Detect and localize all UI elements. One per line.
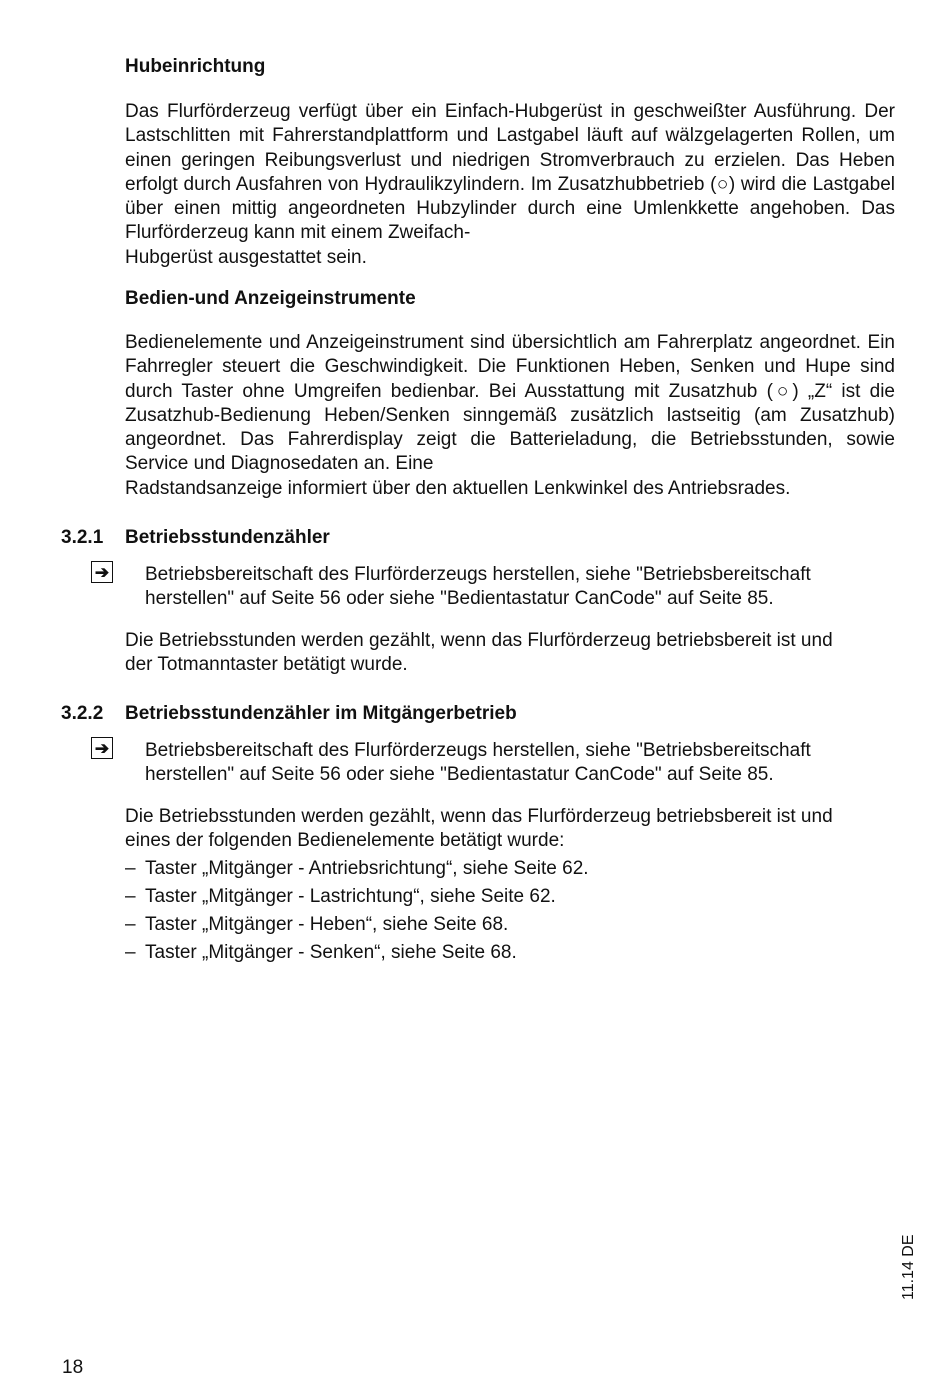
step-last-line: herstellen" auf Seite 56 oder siehe "Bedientastatur CanCode" auf Seite 85. — [145, 764, 774, 786]
paragraph-text: Das Flurförderzeug verfügt über ein Einfach-Hubgerüst in geschweißter Ausführung. Der Lastschlitten mit Fahrerstandplattform und Lastgabel läuft auf wälzgelagerten Rollen, um einen geringen Reibungsverlust und niedrigen Stromverbrauch zu erzielen. Das Heben erfolgt durch Ausfahren von Hydraulikzylindern. Im Zusatzhubbetrieb (○) wird die Lastgabel über einen mittig angeordneten Hubzylinder durch eine Umlenkkette angehoben. Das Flurförderzeug kann mit einem Zweifach- — [125, 101, 895, 244]
paragraph-last-line: Hubgerüst ausgestattet sein. — [125, 246, 367, 268]
list-item: – Taster „Mitgänger - Antriebsrichtung“, siehe Seite 62. — [125, 858, 589, 879]
paragraph-last-line: Radstandsanzeige informiert über den aktuellen Lenkwinkel des Antriebsrades. — [125, 477, 791, 499]
section-title-321: Betriebsstundenzähler — [125, 527, 330, 548]
section-title-322: Betriebsstundenzähler im Mitgängerbetrieb — [125, 703, 517, 724]
section-title-bedien: Bedien-und Anzeigeinstrumente — [125, 288, 416, 309]
step-322 — [145, 739, 895, 788]
step-text: Betriebsbereitschaft des Flurförderzeugs herstellen, siehe "Betriebsbereitschaft — [145, 740, 811, 761]
edition-label: 11.14 DE — [900, 1234, 917, 1300]
paragraph-text: Bedienelemente und Anzeigeinstrument sind übersichtlich am Fahrerplatz angeordnet. Ein Fahrregler steuert die Geschwindigkeit. Die Funktionen Heben, Senken und Hupe sind durch Taster ohne Umgreifen bedienbar. Bei Ausstattung mit Zusatzhub (○) „Z“ ist die Zusatzhub-Bedienung Heben/Senken sinngemäß zusätzlich lastseitig (am Zusatzhub) angeordnet. Das Fahrerdisplay zeigt die Batterieladung, die Betriebsstunden, sowie Service und Diagnosedaten an. Eine — [125, 332, 895, 475]
paragraph-bedien — [125, 331, 895, 501]
paragraph-text: Die Betriebsstunden werden gezählt, wenn das Flurförderzeug betriebsbereit ist und — [125, 630, 833, 651]
paragraph-last-line: eines der folgenden Bedienelemente betätigt wurde: — [125, 830, 565, 852]
paragraph-last-line: der Totmanntaster betätigt wurde. — [125, 654, 408, 676]
list-item: – Taster „Mitgänger - Heben“, siehe Seite 68. — [125, 914, 509, 935]
step-321 — [145, 563, 895, 612]
step-last-line: herstellen" auf Seite 56 oder siehe "Bedientastatur CanCode" auf Seite 85. — [145, 588, 774, 610]
list-item: – Taster „Mitgänger - Senken“, siehe Seite 68. — [125, 942, 517, 963]
paragraph-321 — [125, 629, 895, 678]
page-number: 18 — [62, 1357, 84, 1378]
paragraph-322 — [125, 805, 895, 854]
section-title-hubeinrichtung: Hubeinrichtung — [125, 56, 266, 77]
section-number-321: 3.2.1 — [61, 527, 104, 548]
arrow-right-box-icon: ➔ — [91, 561, 113, 583]
list-item: – Taster „Mitgänger - Lastrichtung“, siehe Seite 62. — [125, 886, 556, 907]
step-text: Betriebsbereitschaft des Flurförderzeugs herstellen, siehe "Betriebsbereitschaft — [145, 564, 811, 585]
section-number-322: 3.2.2 — [61, 703, 104, 724]
paragraph-hubeinrichtung — [125, 100, 895, 270]
arrow-right-box-icon: ➔ — [91, 737, 113, 759]
paragraph-text: Die Betriebsstunden werden gezählt, wenn das Flurförderzeug betriebsbereit ist und — [125, 806, 833, 827]
